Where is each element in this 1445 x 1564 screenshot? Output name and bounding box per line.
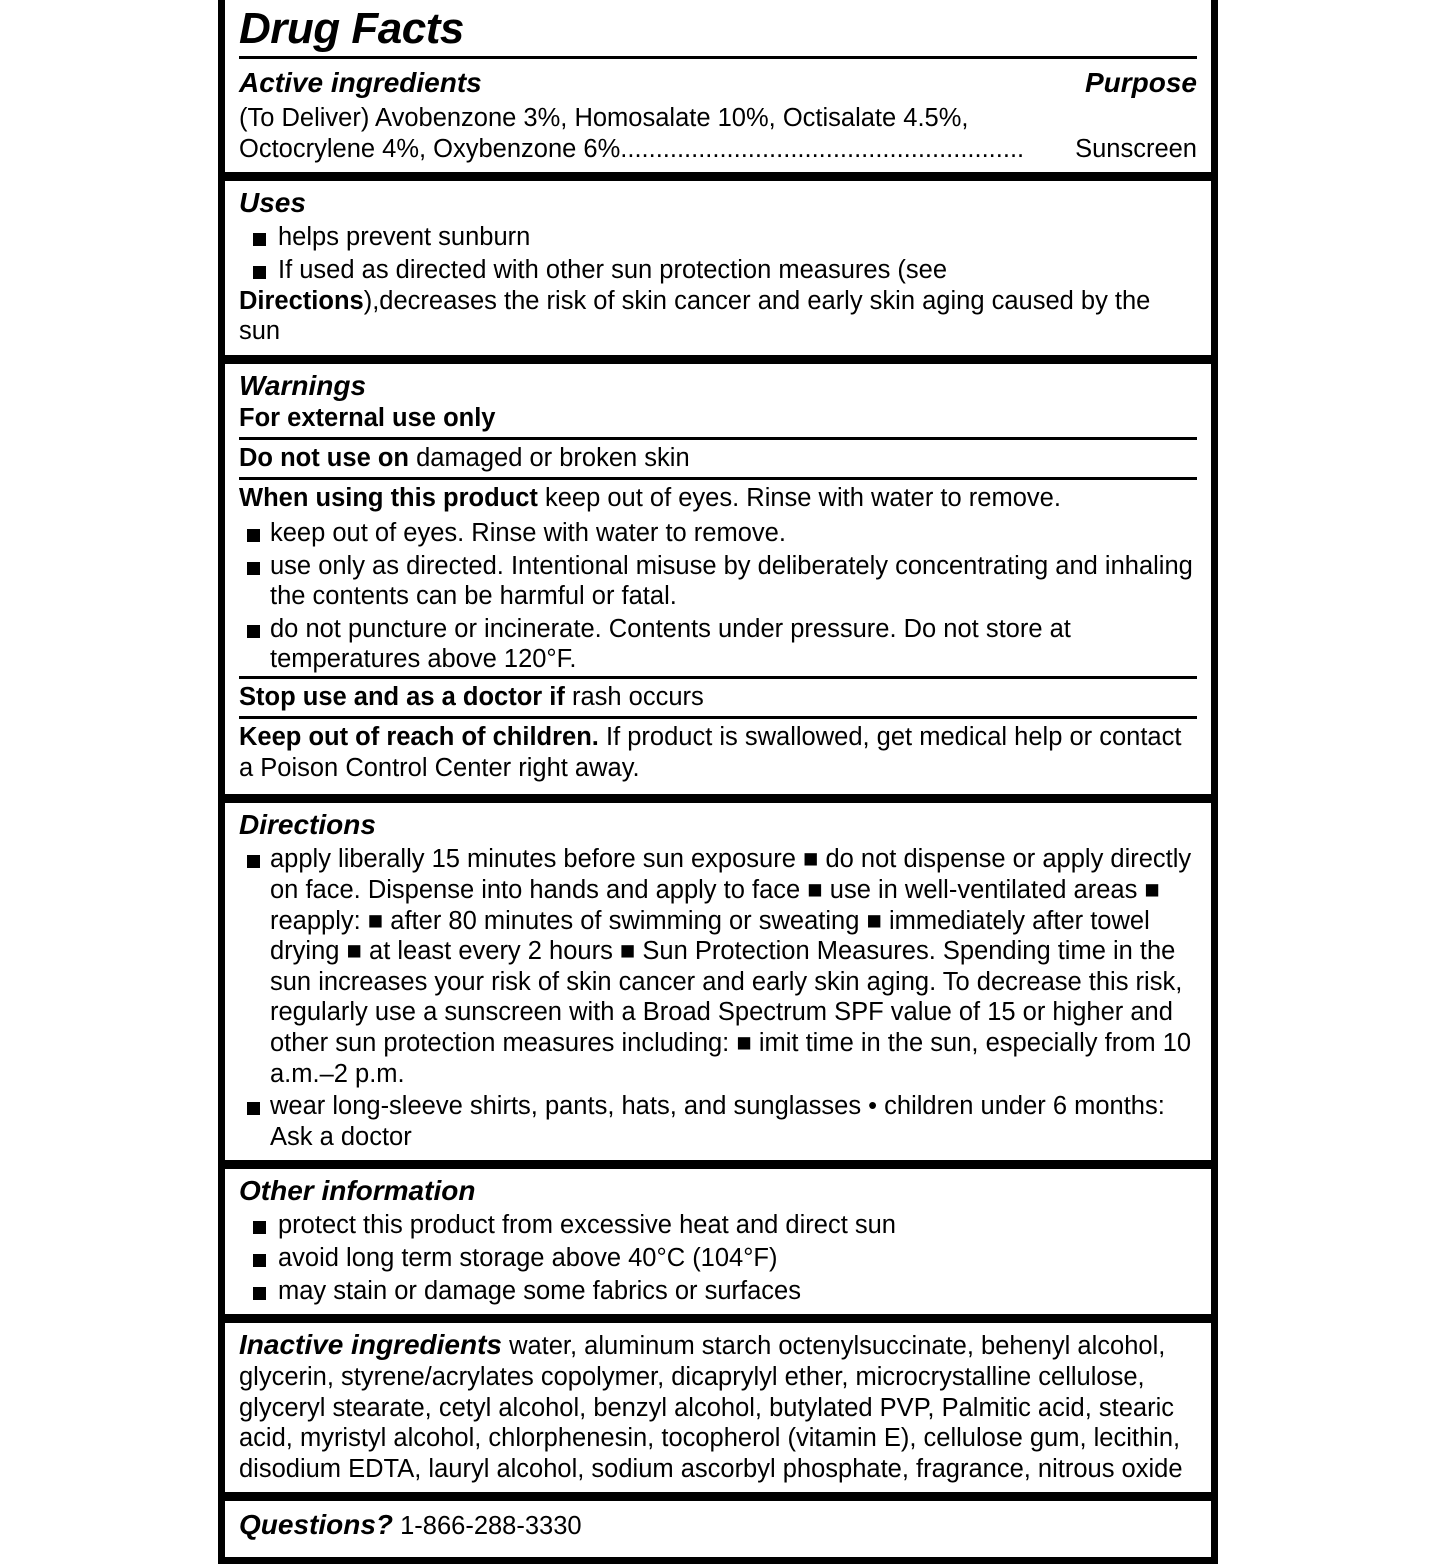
do-not-use-text: damaged or broken skin [416, 443, 690, 472]
warnings-list [239, 518, 1197, 675]
warnings-item-0: keep out of eyes. Rinse with water to remove. [270, 519, 786, 548]
list-item [239, 518, 1197, 549]
other-information-item-0: protect this product from excessive heat and direct sun [278, 1211, 896, 1240]
warnings-section [225, 364, 1211, 795]
active-ingredients-header-row [239, 67, 1197, 99]
warnings-when-using [239, 480, 1197, 516]
warnings-stop-use [239, 679, 1197, 715]
uses-list [239, 222, 1197, 285]
list-item [239, 1210, 1197, 1241]
questions-phone[interactable]: 1-866-288-3330 [400, 1512, 582, 1541]
list-item [239, 844, 1197, 1089]
bullet-square-icon [253, 1287, 266, 1300]
purpose-heading: Purpose [1084, 67, 1197, 99]
bullet-square-icon [253, 1221, 266, 1234]
do-not-use-label: Do not use on [239, 443, 409, 472]
bullet-square-icon [247, 562, 260, 575]
uses-heading: Uses [239, 187, 306, 219]
inactive-ingredients-paragraph [239, 1327, 1197, 1484]
other-information-item-1: avoid long term storage above 40°C (104°F) [278, 1243, 778, 1272]
uses-item-1: If used as directed with other sun protection measures (see [278, 255, 948, 284]
questions-separator [225, 1492, 1211, 1501]
other-information-separator [225, 1160, 1211, 1169]
active-ingredients-line-2-row [239, 134, 1197, 165]
questions-label: Questions? [239, 1509, 394, 1541]
bullet-square-icon [247, 529, 260, 542]
active-ingredients-line-2: Octocrylene 4%, Oxybenzone 6%......................................................... [239, 134, 1025, 163]
active-ingredients-line-1: (To Deliver) Avobenzone 3%, Homosalate 10%, Octisalate 4.5%, [239, 104, 969, 133]
when-using-label: When using this product [239, 483, 538, 512]
inactive-ingredients-section [225, 1323, 1211, 1492]
list-item [239, 222, 1197, 253]
warnings-do-not-use [239, 440, 1197, 476]
uses-continuation [239, 286, 1197, 347]
inactive-ingredients-heading: Inactive ingredients [239, 1329, 502, 1361]
warnings-item-2: do not puncture or incinerate. Contents under pressure. Do not store at temperatures above 120°F. [270, 614, 1071, 674]
list-item [239, 1276, 1197, 1307]
other-information-section [225, 1169, 1211, 1314]
directions-separator [225, 794, 1211, 803]
directions-list [239, 844, 1197, 1152]
questions-section [225, 1501, 1211, 1557]
when-using-text: keep out of eyes. Rinse with water to remove. [544, 483, 1061, 512]
active-ingredients-section [225, 59, 1211, 172]
other-information-list [239, 1210, 1197, 1306]
inactive-ingredients-separator [225, 1314, 1211, 1323]
uses-continuation-rest: ),decreases the risk of skin cancer and early skin aging caused by the sun [239, 286, 1151, 346]
warnings-separator [225, 355, 1211, 364]
uses-directions-bold: Directions [239, 286, 364, 315]
page-title: Drug Facts [239, 4, 464, 53]
directions-section [225, 803, 1211, 1160]
list-item [239, 551, 1197, 612]
inactive-ingredients-text: water, aluminum starch octenylsuccinate, behenyl alcohol, glycerin, styrene/acrylates copolymer, dicaprylyl ether, microcrystalline cellulose, glyceryl stearate, cetyl alcohol, benzyl alcohol, butylated PVP, Palmitic acid, stearic acid, myristyl alcohol, chlorphenesin, tocopherol (vitamin E), cellulose gum, lecithin, disodium EDTA, lauryl alcohol, sodium ascorbyl phosphate, fragrance, nitrous oxide [239, 1332, 1183, 1483]
stop-use-text: rash occurs [571, 683, 704, 712]
bullet-square-icon [253, 233, 266, 246]
list-item [239, 1243, 1197, 1274]
warnings-item-1: use only as directed. Intentional misuse by deliberately concentrating and inhaling the contents can be harmful or fatal. [270, 551, 1193, 611]
other-information-heading: Other information [239, 1175, 476, 1207]
list-item [239, 255, 1197, 286]
bullet-square-icon [253, 266, 266, 279]
keep-out-text: If product is swallowed, get medical help or contact a Poison Control Center right away. [239, 723, 1182, 783]
warnings-keep-out [239, 719, 1197, 786]
purpose-value: Sunscreen [1075, 134, 1197, 163]
keep-out-label: Keep out of reach of children. [239, 723, 599, 752]
bullet-square-icon [253, 1254, 266, 1267]
uses-section [225, 181, 1211, 354]
directions-last-bullet: wear long-sleeve shirts, pants, hats, and sunglasses • children under 6 months: Ask a doctor [270, 1092, 1165, 1151]
uses-separator [225, 172, 1211, 181]
list-item [239, 614, 1197, 675]
other-information-item-2: may stain or damage some fabrics or surfaces [278, 1276, 801, 1305]
directions-paragraph: apply liberally 15 minutes before sun exposure ■ do not dispense or apply directly on face. Dispense into hands and apply to face ■ use in well-ventilated areas ■ reapply: ■ after 80 minutes of swimming or sweating ■ immediately after towel drying ■ at least every 2 hours ■ Sun Protection Measures. Spending time in the sun increases your risk of skin cancer and early skin aging. To decrease this risk, regularly use a sunscreen with a Broad Spectrum SPF value of 15 or higher and other sun protection measures including: ■ imit time in the sun, especially from 10 a.m.–2 p.m. [270, 845, 1192, 1088]
drug-facts-panel [218, 0, 1218, 1564]
bullet-square-icon [247, 1102, 260, 1115]
bullet-square-icon [247, 625, 260, 638]
uses-item-0: helps prevent sunburn [278, 223, 531, 252]
bullet-square-icon [247, 855, 260, 868]
directions-heading: Directions [239, 809, 376, 841]
list-item [239, 1091, 1197, 1152]
stop-use-label: Stop use and as a doctor if [239, 683, 565, 712]
warnings-external-use: For external use only [239, 403, 496, 432]
warnings-heading: Warnings [239, 369, 367, 401]
active-ingredients-heading: Active ingredients [239, 67, 482, 99]
